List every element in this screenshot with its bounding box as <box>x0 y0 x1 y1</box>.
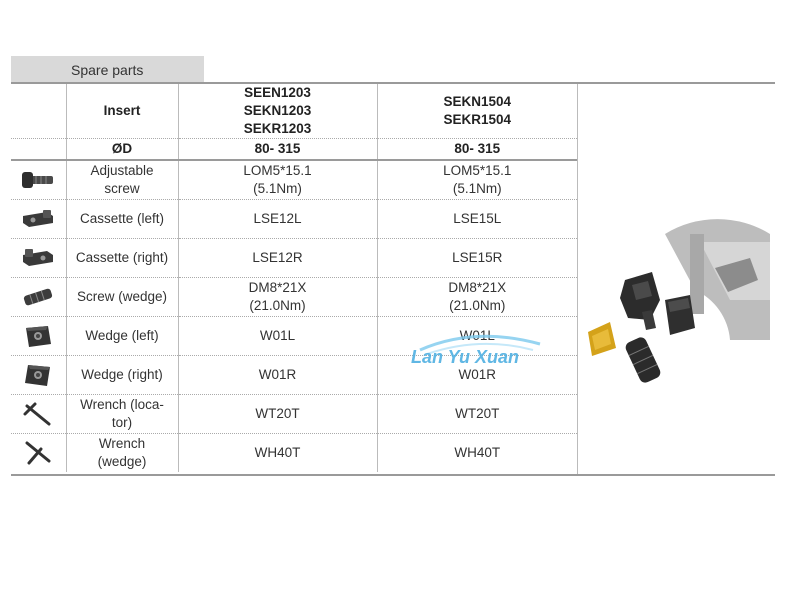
part-code-col1: W01L <box>178 317 377 356</box>
part-code-col2: LSE15L <box>377 200 577 239</box>
column-2-diameter: 80- 315 <box>377 139 577 161</box>
column-2-models <box>377 84 577 139</box>
spare-parts-table <box>11 84 577 472</box>
column-1-models <box>178 84 377 139</box>
wedge-right-icon <box>19 361 57 389</box>
model-name: SEKN1203 <box>243 103 312 118</box>
watermark <box>405 330 555 370</box>
part-code-col2: W01L <box>377 317 577 356</box>
table-row <box>11 395 577 434</box>
diameter-label: ØD <box>66 139 178 161</box>
part-code-col2: WT20T <box>377 395 577 434</box>
part-code-col1: DM8*21X (21.0Nm) <box>178 278 377 317</box>
column-1-diameter: 80- 315 <box>178 139 377 161</box>
model-name: SEKN1504 <box>443 94 512 109</box>
table-row <box>11 278 577 317</box>
wedge-left-icon <box>19 322 57 350</box>
cassette-right-icon <box>19 245 57 271</box>
part-name: Wedge (left) <box>66 317 178 356</box>
part-name: Cassette (right) <box>66 239 178 278</box>
table-row <box>11 160 577 200</box>
part-name: Wedge (right) <box>66 356 178 395</box>
header-row-models <box>11 84 577 139</box>
locator-wrench-icon <box>19 400 57 428</box>
part-name: Screw (wedge) <box>66 278 178 317</box>
part-name: Wrench (wedge) <box>66 434 178 473</box>
watermark-text: Lan Yu Xuan <box>411 347 520 367</box>
cutter-assembly-image <box>580 150 775 400</box>
adjustable-screw-icon <box>19 167 57 193</box>
part-code-col2: WH40T <box>377 434 577 473</box>
table-row <box>11 434 577 473</box>
part-code-col2: LOM5*15.1 (5.1Nm) <box>377 160 577 200</box>
part-code-col2: LSE15R <box>377 239 577 278</box>
model-name: SEKR1504 <box>443 112 512 127</box>
model-name: SEEN1203 <box>244 85 311 100</box>
part-code-col1: W01R <box>178 356 377 395</box>
cassette-left-icon <box>19 206 57 232</box>
part-code-col1: WH40T <box>178 434 377 473</box>
table-row <box>11 239 577 278</box>
table-row <box>11 200 577 239</box>
part-code-col1: LSE12R <box>178 239 377 278</box>
wedge-screw-icon <box>19 284 57 310</box>
table-bottom-rule <box>11 474 775 476</box>
part-code-col1: WT20T <box>178 395 377 434</box>
product-panel-divider <box>577 84 578 474</box>
part-code-col2: DM8*21X (21.0Nm) <box>377 278 577 317</box>
model-name: SEKR1203 <box>243 121 312 136</box>
part-code-col2: W01R <box>377 356 577 395</box>
part-name: Wrench (loca- tor) <box>66 395 178 434</box>
wedge-wrench-icon <box>19 439 57 467</box>
insert-label: Insert <box>66 84 178 139</box>
part-name: Cassette (left) <box>66 200 178 239</box>
header-row-diameter <box>11 139 577 161</box>
spare-parts-tab: Spare parts <box>11 56 204 82</box>
part-code-col1: LSE12L <box>178 200 377 239</box>
part-name: Adjustable screw <box>66 160 178 200</box>
part-code-col1: LOM5*15.1 (5.1Nm) <box>178 160 377 200</box>
